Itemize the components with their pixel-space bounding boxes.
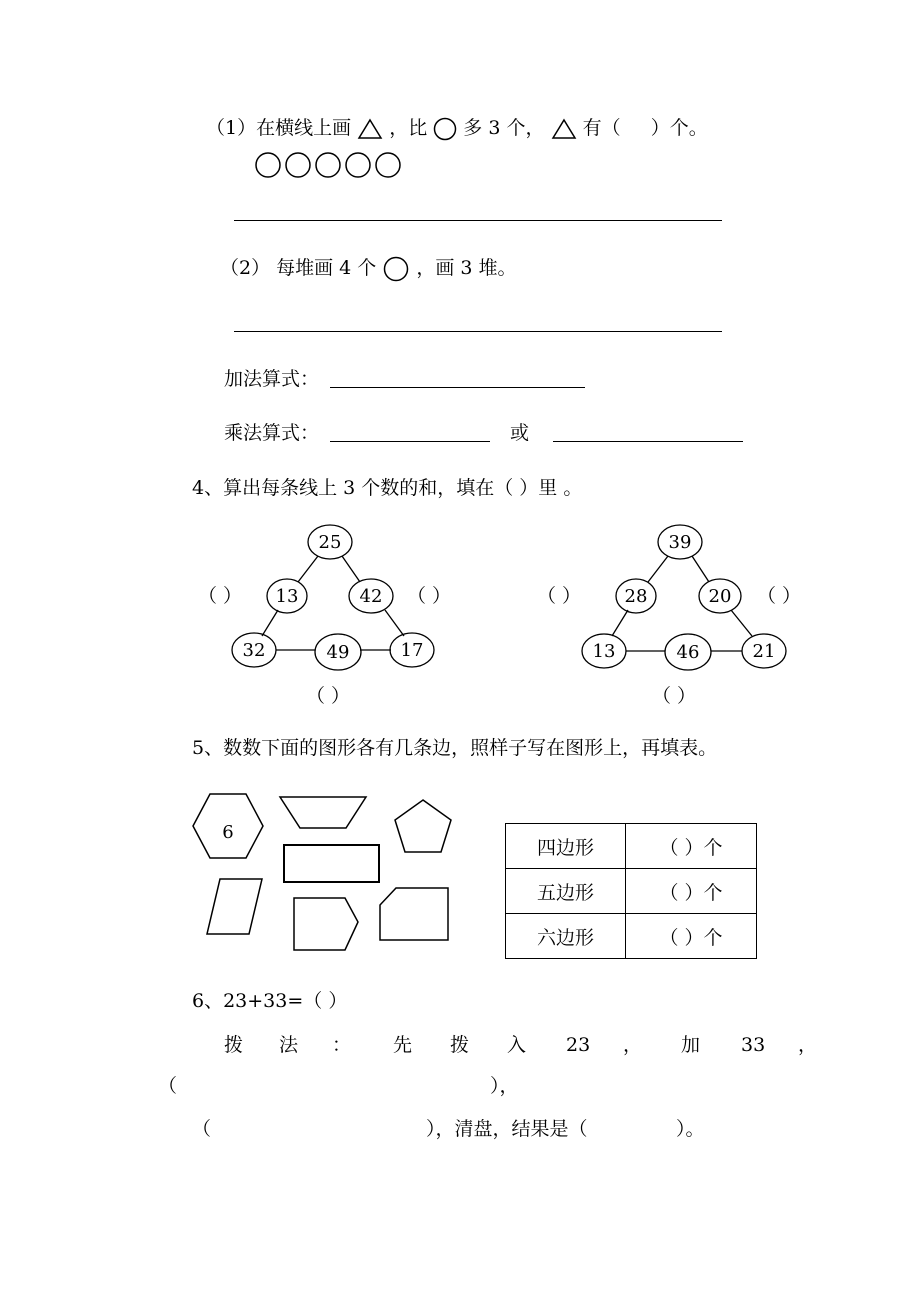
q3-part1-suffix: ）个。 xyxy=(650,117,708,139)
q6-line1-w4: 拨 xyxy=(450,1034,470,1056)
node2-bottom-mid-label: 46 xyxy=(676,642,700,663)
node-bottom-left-label: 32 xyxy=(242,640,266,661)
node2-bottom-left-label: 13 xyxy=(592,641,616,662)
rectangle-shape xyxy=(284,845,379,882)
pentagon-corner-shape xyxy=(380,888,448,940)
q3-part1-mid2: 多 3 个， xyxy=(463,117,545,139)
node-bottom-mid-label: 49 xyxy=(326,642,350,663)
q6-title: 6、23+33=（ ） xyxy=(192,990,348,1012)
triangle2-bottom-blank[interactable]: （ ） xyxy=(652,685,697,707)
node-bottom-right-label: 17 xyxy=(400,640,424,661)
shape-count-table xyxy=(505,823,757,959)
parallelogram-shape xyxy=(207,879,262,934)
pentagon-shape xyxy=(395,800,451,852)
row-answer[interactable]: （ ）个 xyxy=(626,869,757,914)
q6-line2-close: ）， xyxy=(490,1075,519,1097)
q3-part1-mid3: 有（ xyxy=(582,117,621,139)
triangle1-left-blank[interactable]: （ ） xyxy=(198,585,243,607)
hexagon-example-label: 6 xyxy=(222,822,234,843)
q3-part2-prefix: （2） 每堆画 4 个 xyxy=(220,257,377,279)
node2-bottom-right-label: 21 xyxy=(752,641,776,662)
q6-line1-w9: 33 xyxy=(741,1034,766,1056)
node-left-label: 13 xyxy=(275,586,299,607)
node2-left-label: 28 xyxy=(624,586,648,607)
row-name: 五边形 xyxy=(506,869,626,914)
q5-title: 5、数数下面的图形各有几条边，照样子写在图形上，再填表。 xyxy=(192,737,718,759)
q4-title: 4、算出每条线上 3 个数的和，填在（ ）里 。 xyxy=(192,477,583,499)
q6-line3-close: ）。 xyxy=(676,1118,705,1140)
q6-line1-w1: 法 xyxy=(279,1034,299,1056)
row-name: 六边形 xyxy=(506,914,626,959)
q3-part2-suffix: ，画 3 堆。 xyxy=(416,257,517,279)
q6-line1-w0: 拨 xyxy=(224,1034,244,1056)
triangle1-right-blank[interactable]: （ ） xyxy=(407,585,452,607)
q6-line1-w3: 先 xyxy=(393,1034,413,1056)
q6-line3-mid: ），清盘，结果是（ xyxy=(426,1118,588,1140)
q6-line1-w10: ， xyxy=(798,1034,818,1056)
q6-line3-open: （ xyxy=(192,1118,212,1140)
q3-part1-mid1: ，比 xyxy=(389,117,428,139)
addition-label: 加法算式： xyxy=(224,368,320,390)
q3-part1-prefix: （1）在横线上画 xyxy=(206,117,352,139)
row-answer[interactable]: （ ）个 xyxy=(626,824,757,869)
q6-line1-w6: 23 xyxy=(566,1034,591,1056)
or-label: 或 xyxy=(510,422,530,444)
table-row xyxy=(506,824,757,869)
triangle2-right-blank[interactable]: （ ） xyxy=(757,585,802,607)
trapezoid-shape xyxy=(280,797,366,828)
pentagon-arrow-shape xyxy=(294,898,358,950)
table-row xyxy=(506,914,757,959)
table-row xyxy=(506,869,757,914)
node-right-label: 42 xyxy=(359,586,383,607)
q6-line1-w8: 加 xyxy=(681,1034,701,1056)
q6-line2-open: （ xyxy=(158,1075,178,1097)
node2-right-label: 20 xyxy=(708,586,732,607)
multiplication-label: 乘法算式： xyxy=(224,422,320,444)
node2-top-label: 39 xyxy=(668,532,692,553)
q6-line1-w7: ， xyxy=(623,1034,643,1056)
triangle2-left-blank[interactable]: （ ） xyxy=(537,585,582,607)
row-answer[interactable]: （ ）个 xyxy=(626,914,757,959)
node-top-label: 25 xyxy=(318,532,342,553)
row-name: 四边形 xyxy=(506,824,626,869)
triangle1-bottom-blank[interactable]: （ ） xyxy=(306,685,351,707)
q6-line1-w5: 入 xyxy=(507,1034,527,1056)
q6-line1-w2: ： xyxy=(332,1034,352,1056)
